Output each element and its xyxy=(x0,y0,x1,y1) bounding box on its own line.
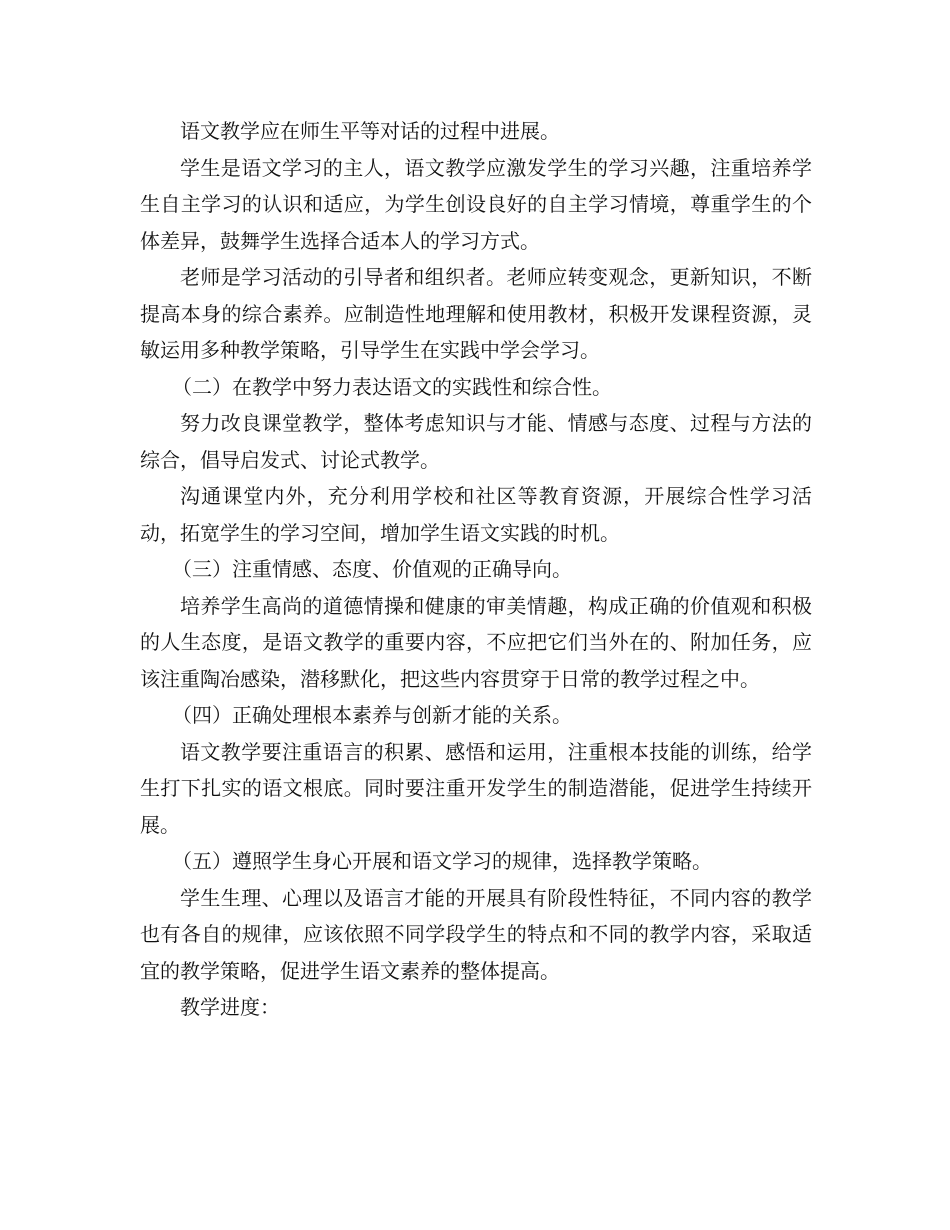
section-heading-2: （二）在教学中努力表达语文的实践性和综合性。 xyxy=(172,374,612,399)
paragraph-stage-characteristics: 学生生理、心理以及语言才能的开展具有阶段性特征，不同内容的教学也有各自的规律，应该依照不同学段学生的特点和不同的教学内容，采取适宜的教学策略，促进学生语文素养的整体提高。 xyxy=(140,885,812,983)
paragraph-moral-aesthetic: 培养学生高尚的道德情操和健康的审美情趣，构成正确的价值观和积极的人生态度，是语文教学的重要内容，不应把它们当外在的、附加任务，应该注重陶冶感染，潜移默化，把这些内容贯穿于日常的教学过程之中。 xyxy=(140,593,812,691)
paragraph-classroom-improvement: 努力改良课堂教学，整体考虑知识与才能、情感与态度、过程与方法的综合，倡导启发式、讨论式教学。 xyxy=(140,411,812,472)
paragraph-teaching-progress: 教学进度： xyxy=(180,995,280,1019)
paragraph-dialogue: 语文教学应在师生平等对话的过程中进展。 xyxy=(180,119,560,143)
document-body xyxy=(140,113,812,1026)
paragraph-teacher-role: 老师是学习活动的引导者和组织者。老师应转变观念，更新知识，不断提高本身的综合素养。应制造性地理解和使用教材，积极开发课程资源，灵敏运用多种教学策略，引导学生在实践中学会学习。 xyxy=(140,265,812,362)
section-heading-4: （四）正确处理根本素养与创新才能的关系。 xyxy=(172,703,572,727)
paragraph-inside-outside: 沟通课堂内外，充分利用学校和社区等教育资源，开展综合性学习活动，拓宽学生的学习空间，增加学生语文实践的时机。 xyxy=(140,484,812,545)
section-heading-3: （三）注重情感、态度、价值观的正确导向。 xyxy=(172,557,572,581)
paragraph-language-accumulation: 语文教学要注重语言的积累、感悟和运用，注重根本技能的训练，给学生打下扎实的语文根底。同时要注重开发学生的制造潜能，促进学生持续开展。 xyxy=(140,739,812,837)
section-heading-5: （五）遵照学生身心开展和语文学习的规律，选择教学策略。 xyxy=(172,849,712,873)
paragraph-student-subject: 学生是语文学习的主人，语文教学应激发学生的学习兴趣，注重培养学生自主学习的认识和适应，为学生创设良好的自主学习情境，尊重学生的个体差异，鼓舞学生选择合适本人的学习方式。 xyxy=(140,155,812,253)
